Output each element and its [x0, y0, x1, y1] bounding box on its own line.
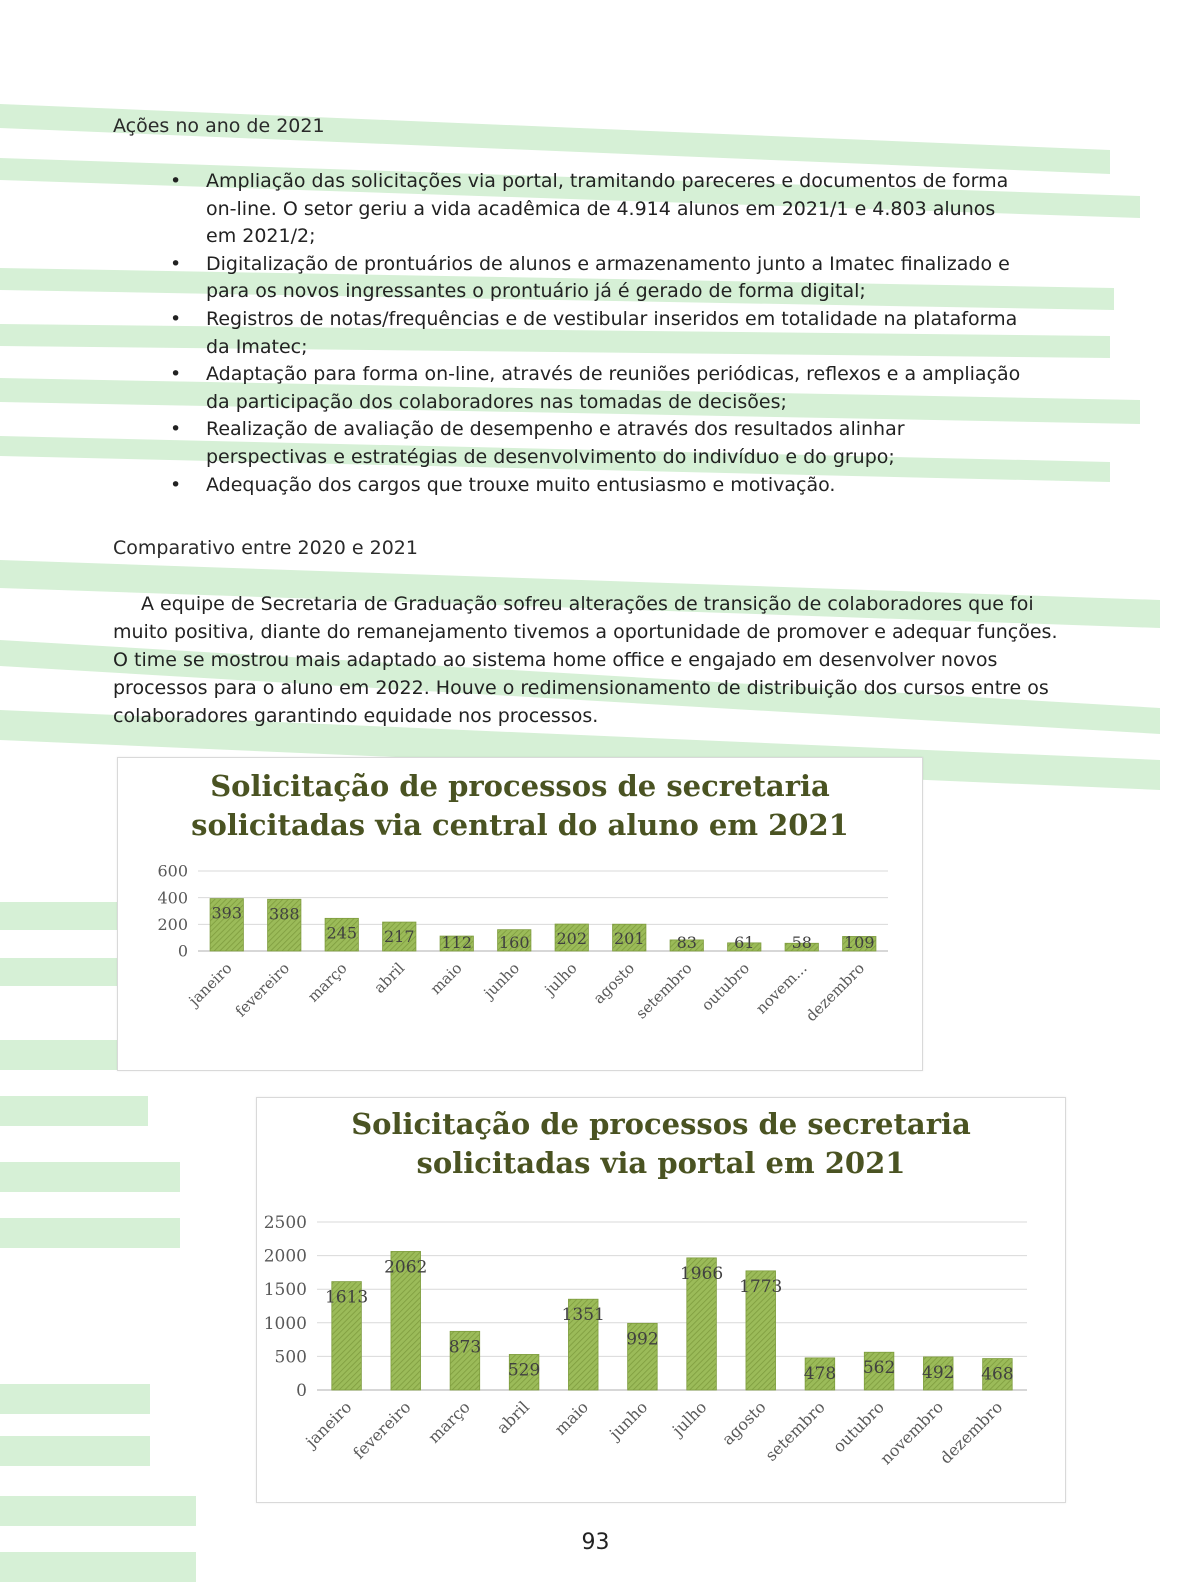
data-label: 529 [507, 1360, 541, 1381]
comparison-paragraph: A equipe de Secretaria de Graduação sofreu alterações de transição de colaboradores que foi muito positiva, diante do remanejamento tivemos a oportunidade de promover e adequar funções. O time se mostrou mais adaptado ao sistema home office e engajado em desenvolver novos processos para o aluno em 2022. Houve o redimensionamento de distribuição dos cursos entre os colaboradores garantindo equidade nos processos. [113, 593, 1058, 727]
section-heading-comparison: Comparativo entre 2020 e 2021 [113, 537, 418, 559]
chart-central-aluno [117, 757, 923, 1071]
y-tick-label: 0 [177, 941, 188, 961]
data-label: 160 [498, 933, 530, 952]
data-label: 562 [862, 1358, 896, 1379]
x-tick-label: julho [668, 1397, 711, 1440]
section-heading-actions-2021: Ações no ano de 2021 [113, 115, 325, 137]
x-tick-label: novem... [752, 959, 811, 1018]
data-label: 478 [803, 1363, 837, 1384]
data-label: 202 [556, 929, 588, 949]
chart-title-line: Solicitação de processos de secretaria [210, 769, 830, 803]
y-tick-label: 600 [157, 861, 188, 881]
x-tick-label: junho [480, 959, 524, 1003]
bullet-item [170, 251, 1030, 306]
data-label: 1613 [324, 1287, 369, 1308]
x-tick-label: janeiro [185, 959, 236, 1010]
x-tick-label: maio [550, 1397, 593, 1439]
bullet-text: Registros de notas/frequências e de vestibular inseridos em totalidade na plataforma da Imatec; [206, 307, 1018, 358]
bullet-item [170, 168, 1030, 251]
x-tick-label: novembro [876, 1397, 948, 1469]
chart-portal-svg [257, 1098, 1065, 1502]
x-tick-label: junho [605, 1397, 652, 1444]
bullet-dot-icon: • [170, 418, 182, 441]
chart-central-aluno-svg [118, 758, 922, 1070]
data-label: 109 [843, 933, 875, 952]
x-tick-label: agosto [718, 1397, 770, 1449]
x-tick-label: abril [492, 1397, 533, 1438]
x-tick-label: maio [426, 959, 466, 998]
data-label: 492 [922, 1362, 955, 1383]
bullet-item [170, 306, 1030, 361]
x-tick-label: outubro [697, 959, 754, 1015]
data-label: 217 [383, 927, 415, 947]
bullet-dot-icon: • [170, 473, 182, 496]
x-tick-label: dezembro [936, 1397, 1007, 1468]
data-label: 393 [211, 903, 243, 923]
x-tick-label: janeiro [301, 1397, 356, 1451]
data-label: 1773 [739, 1276, 783, 1297]
x-tick-label: dezembro [802, 959, 869, 1026]
y-tick-label: 500 [274, 1347, 307, 1368]
bullet-dot-icon: • [170, 170, 182, 192]
bullet-dot-icon: • [170, 363, 182, 386]
bullet-item [170, 416, 1030, 471]
bullet-text: Adaptação para forma on-line, através de reuniões periódicas, reflexos e a ampliação da participação dos colaboradores nas tomadas de decisões; [206, 363, 1021, 413]
data-label: 201 [613, 929, 645, 949]
bullet-item [170, 472, 1030, 500]
bullet-text: Realização de avaliação de desempenho e através dos resultados alinhar perspectivas e estratégias de desenvolvimento do indivíduo e do grupo; [206, 418, 905, 468]
chart-title-line: Solicitação de processos de secretaria [351, 1107, 971, 1141]
data-label: 83 [676, 933, 697, 952]
bullet-item [170, 361, 1030, 416]
x-tick-label: abril [370, 959, 409, 997]
data-label: 468 [981, 1364, 1014, 1385]
y-tick-label: 2500 [263, 1212, 307, 1233]
x-tick-label: setembro [632, 959, 696, 1023]
data-label: 58 [791, 933, 812, 952]
bullet-text: Adequação dos cargos que trouxe muito entusiasmo e motivação. [206, 473, 836, 496]
x-tick-label: fevereiro [231, 959, 294, 1021]
data-label: 61 [734, 933, 755, 952]
y-tick-label: 2000 [263, 1246, 307, 1267]
actions-bullet-list [170, 168, 1030, 499]
x-tick-label: março [424, 1397, 474, 1447]
data-label: 245 [326, 923, 358, 943]
data-label: 992 [626, 1329, 659, 1350]
page-number: 93 [581, 1530, 610, 1555]
bullet-text: Ampliação das solicitações via portal, tramitando pareceres e documentos de forma on-line. O setor geriu a vida acadêmica de 4.914 alunos em 2021/1 e 4.803 alunos em 2021/2; [206, 170, 1009, 248]
data-label: 1966 [679, 1263, 724, 1284]
x-tick-label: março [304, 959, 351, 1006]
data-label: 388 [268, 904, 300, 924]
y-tick-label: 1000 [263, 1313, 307, 1334]
x-tick-label: fevereiro [349, 1397, 415, 1463]
data-label: 873 [448, 1337, 482, 1358]
y-tick-label: 400 [157, 888, 188, 908]
bullet-text: Digitalização de prontuários de alunos e armazenamento junto a Imatec finalizado e para os novos ingressantes o prontuário já é gerado de forma digital; [206, 252, 1010, 303]
chart-title-line: solicitadas via portal em 2021 [416, 1146, 906, 1180]
x-tick-label: setembro [761, 1397, 829, 1465]
chart-portal [256, 1097, 1066, 1503]
x-tick-label: outubro [829, 1397, 888, 1457]
chart-title-line: solicitadas via central do aluno em 2021 [191, 808, 849, 842]
x-tick-label: julho [541, 959, 581, 999]
bullet-dot-icon: • [170, 307, 182, 330]
data-label: 2062 [384, 1257, 428, 1278]
bullet-dot-icon: • [170, 252, 182, 275]
data-label: 112 [441, 933, 473, 952]
y-tick-label: 1500 [263, 1280, 307, 1301]
x-tick-label: agosto [589, 959, 639, 1008]
data-label: 1351 [561, 1305, 605, 1326]
y-tick-label: 200 [157, 914, 188, 934]
y-tick-label: 0 [296, 1380, 307, 1401]
